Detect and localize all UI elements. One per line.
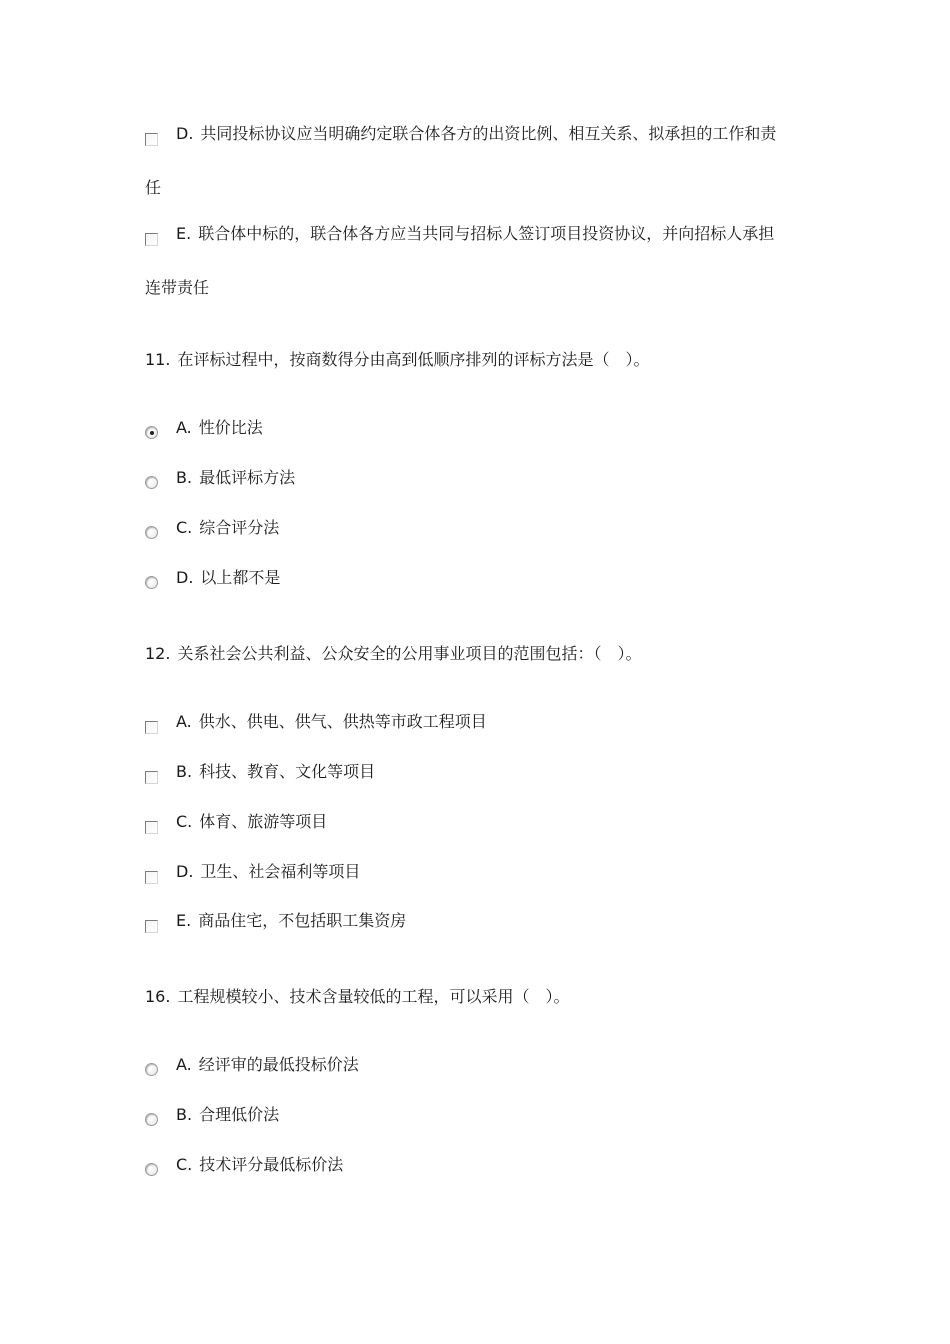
option-label-11-b: B. 最低评标方法 (176, 468, 296, 487)
option-label-16-b: B. 合理低价法 (176, 1105, 280, 1124)
option-radio-16-a[interactable] (145, 1063, 158, 1076)
option-radio-16-b[interactable] (145, 1113, 158, 1126)
question-11-title: 11. 在评标过程中，按商数得分由高到低顺序排列的评标方法是（ ）。 (145, 350, 650, 369)
option-checkbox-12-c[interactable] (145, 821, 158, 834)
option-radio-11-d[interactable] (145, 576, 158, 589)
option-label-12-c: C. 体育、旅游等项目 (176, 812, 328, 831)
option-checkbox-12-d[interactable] (145, 871, 158, 884)
option-label-prev-e-continued: 连带责任 (145, 278, 210, 297)
option-radio-16-c[interactable] (145, 1163, 158, 1176)
option-label-16-c: C. 技术评分最低标价法 (176, 1155, 344, 1174)
option-checkbox-12-e[interactable] (145, 920, 158, 933)
option-label-prev-d-continued: 任 (145, 178, 162, 197)
option-checkbox-12-b[interactable] (145, 771, 158, 784)
option-radio-11-b[interactable] (145, 476, 158, 489)
option-label-12-d: D. 卫生、社会福利等项目 (176, 862, 361, 881)
question-16-title: 16. 工程规模较小、技术含量较低的工程，可以采用（ ）。 (145, 987, 570, 1006)
option-label-12-a: A. 供水、供电、供气、供热等市政工程项目 (176, 712, 487, 731)
option-label-12-b: B. 科技、教育、文化等项目 (176, 762, 376, 781)
option-radio-11-a[interactable] (145, 426, 158, 439)
option-checkbox-prev-e[interactable] (145, 233, 158, 246)
question-12-title: 12. 关系社会公共利益、公众安全的公用事业项目的范围包括：（ ）。 (145, 644, 642, 663)
option-label-12-e: E. 商品住宅，不包括职工集资房 (176, 911, 407, 930)
option-radio-11-c[interactable] (145, 526, 158, 539)
option-checkbox-12-a[interactable] (145, 721, 158, 734)
option-label-16-a: A. 经评审的最低投标价法 (176, 1055, 359, 1074)
option-checkbox-prev-d[interactable] (145, 133, 158, 146)
option-label-11-a: A. 性价比法 (176, 418, 263, 437)
option-label-11-c: C. 综合评分法 (176, 518, 280, 537)
option-label-prev-d: D. 共同投标协议应当明确约定联合体各方的出资比例、相互关系、拟承担的工作和责 (176, 124, 777, 143)
option-label-prev-e: E. 联合体中标的，联合体各方应当共同与招标人签订项目投资协议，并向招标人承担 (176, 224, 775, 243)
option-label-11-d: D. 以上都不是 (176, 568, 281, 587)
